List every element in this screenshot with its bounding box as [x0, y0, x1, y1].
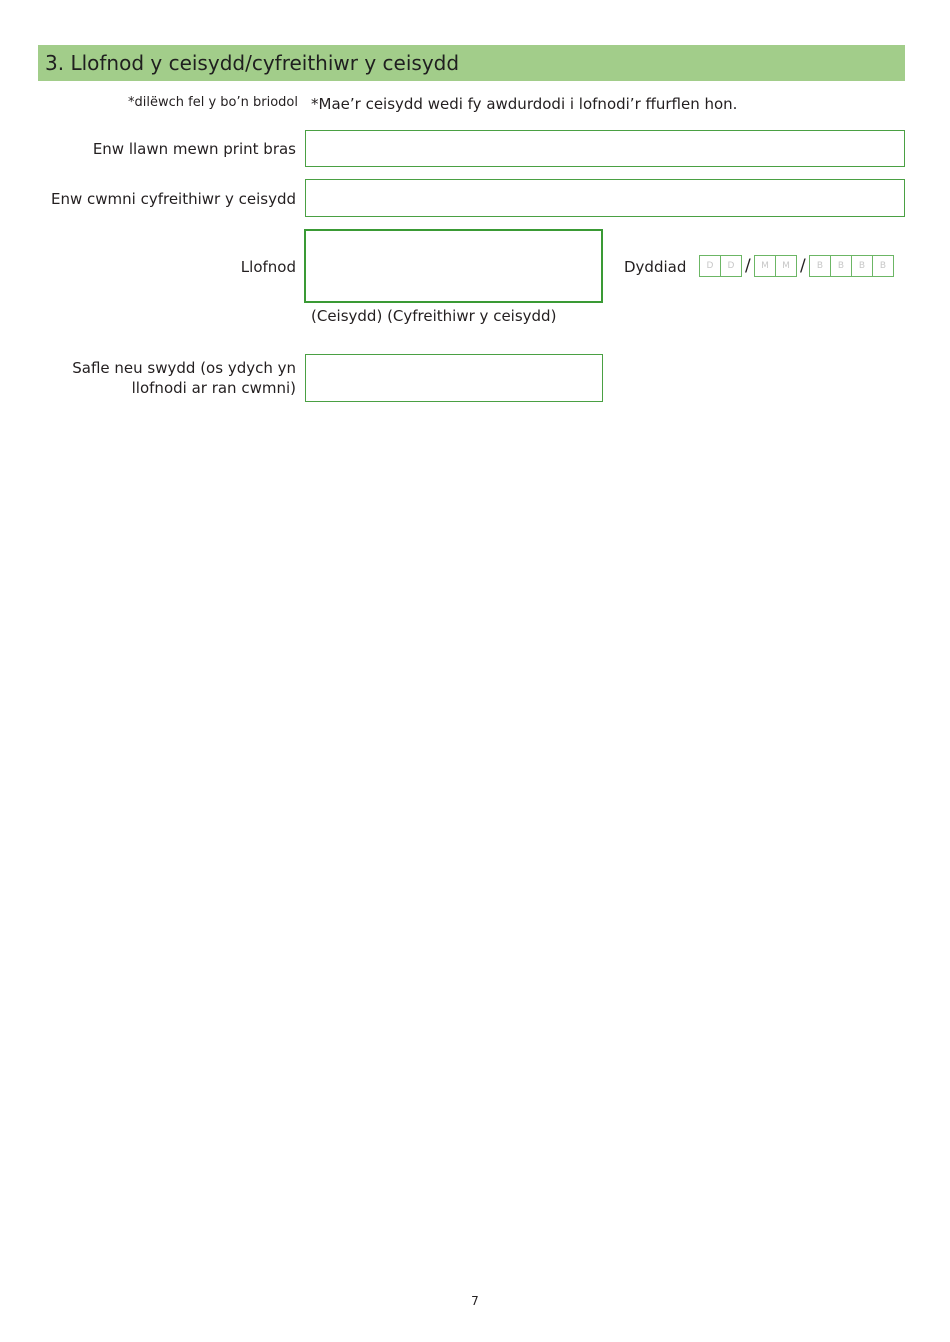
section-title: 3. Llofnod y ceisydd/cyfreithiwr y ceisydd: [45, 51, 460, 75]
full-name-label: Enw llawn mewn print bras: [92, 140, 296, 158]
authorisation-statement[interactable]: *Mae’r ceisydd wedi fy awdurdodi i lofnodi’r ffurflen hon.: [311, 95, 738, 113]
position-field[interactable]: [305, 354, 603, 402]
position-label-line-1: Safle neu swydd (os ydych yn: [72, 359, 296, 377]
date-label: Dyddiad: [624, 258, 687, 276]
date-day-group: [699, 255, 742, 277]
date-year-digit-3[interactable]: B: [851, 255, 873, 277]
delete-note: *dilëwch fel y bo’n briodol: [128, 95, 298, 110]
company-name-field[interactable]: [305, 179, 905, 217]
date-separator-1: /: [745, 256, 751, 276]
date-separator-2: /: [800, 256, 806, 276]
date-year-group: [809, 255, 894, 277]
full-name-field[interactable]: [305, 130, 905, 167]
company-name-label: Enw cwmni cyfreithiwr y ceisydd: [50, 190, 296, 208]
date-year-digit-1[interactable]: B: [809, 255, 831, 277]
date-year-digit-4[interactable]: B: [872, 255, 894, 277]
page-number: 7: [471, 1294, 479, 1308]
signature-box[interactable]: [304, 229, 603, 303]
date-month-digit-1[interactable]: M: [754, 255, 776, 277]
section-header: [38, 45, 905, 81]
date-month-digit-2[interactable]: M: [775, 255, 797, 277]
date-year-digit-2[interactable]: B: [830, 255, 852, 277]
date-month-group: [754, 255, 797, 277]
date-day-digit-2[interactable]: D: [720, 255, 742, 277]
position-label-line-2: llofnodi ar ran cwmni): [131, 379, 296, 397]
signature-caption: (Ceisydd) (Cyfreithiwr y ceisydd): [311, 307, 557, 325]
signature-label: Llofnod: [240, 258, 296, 276]
date-day-digit-1[interactable]: D: [699, 255, 721, 277]
